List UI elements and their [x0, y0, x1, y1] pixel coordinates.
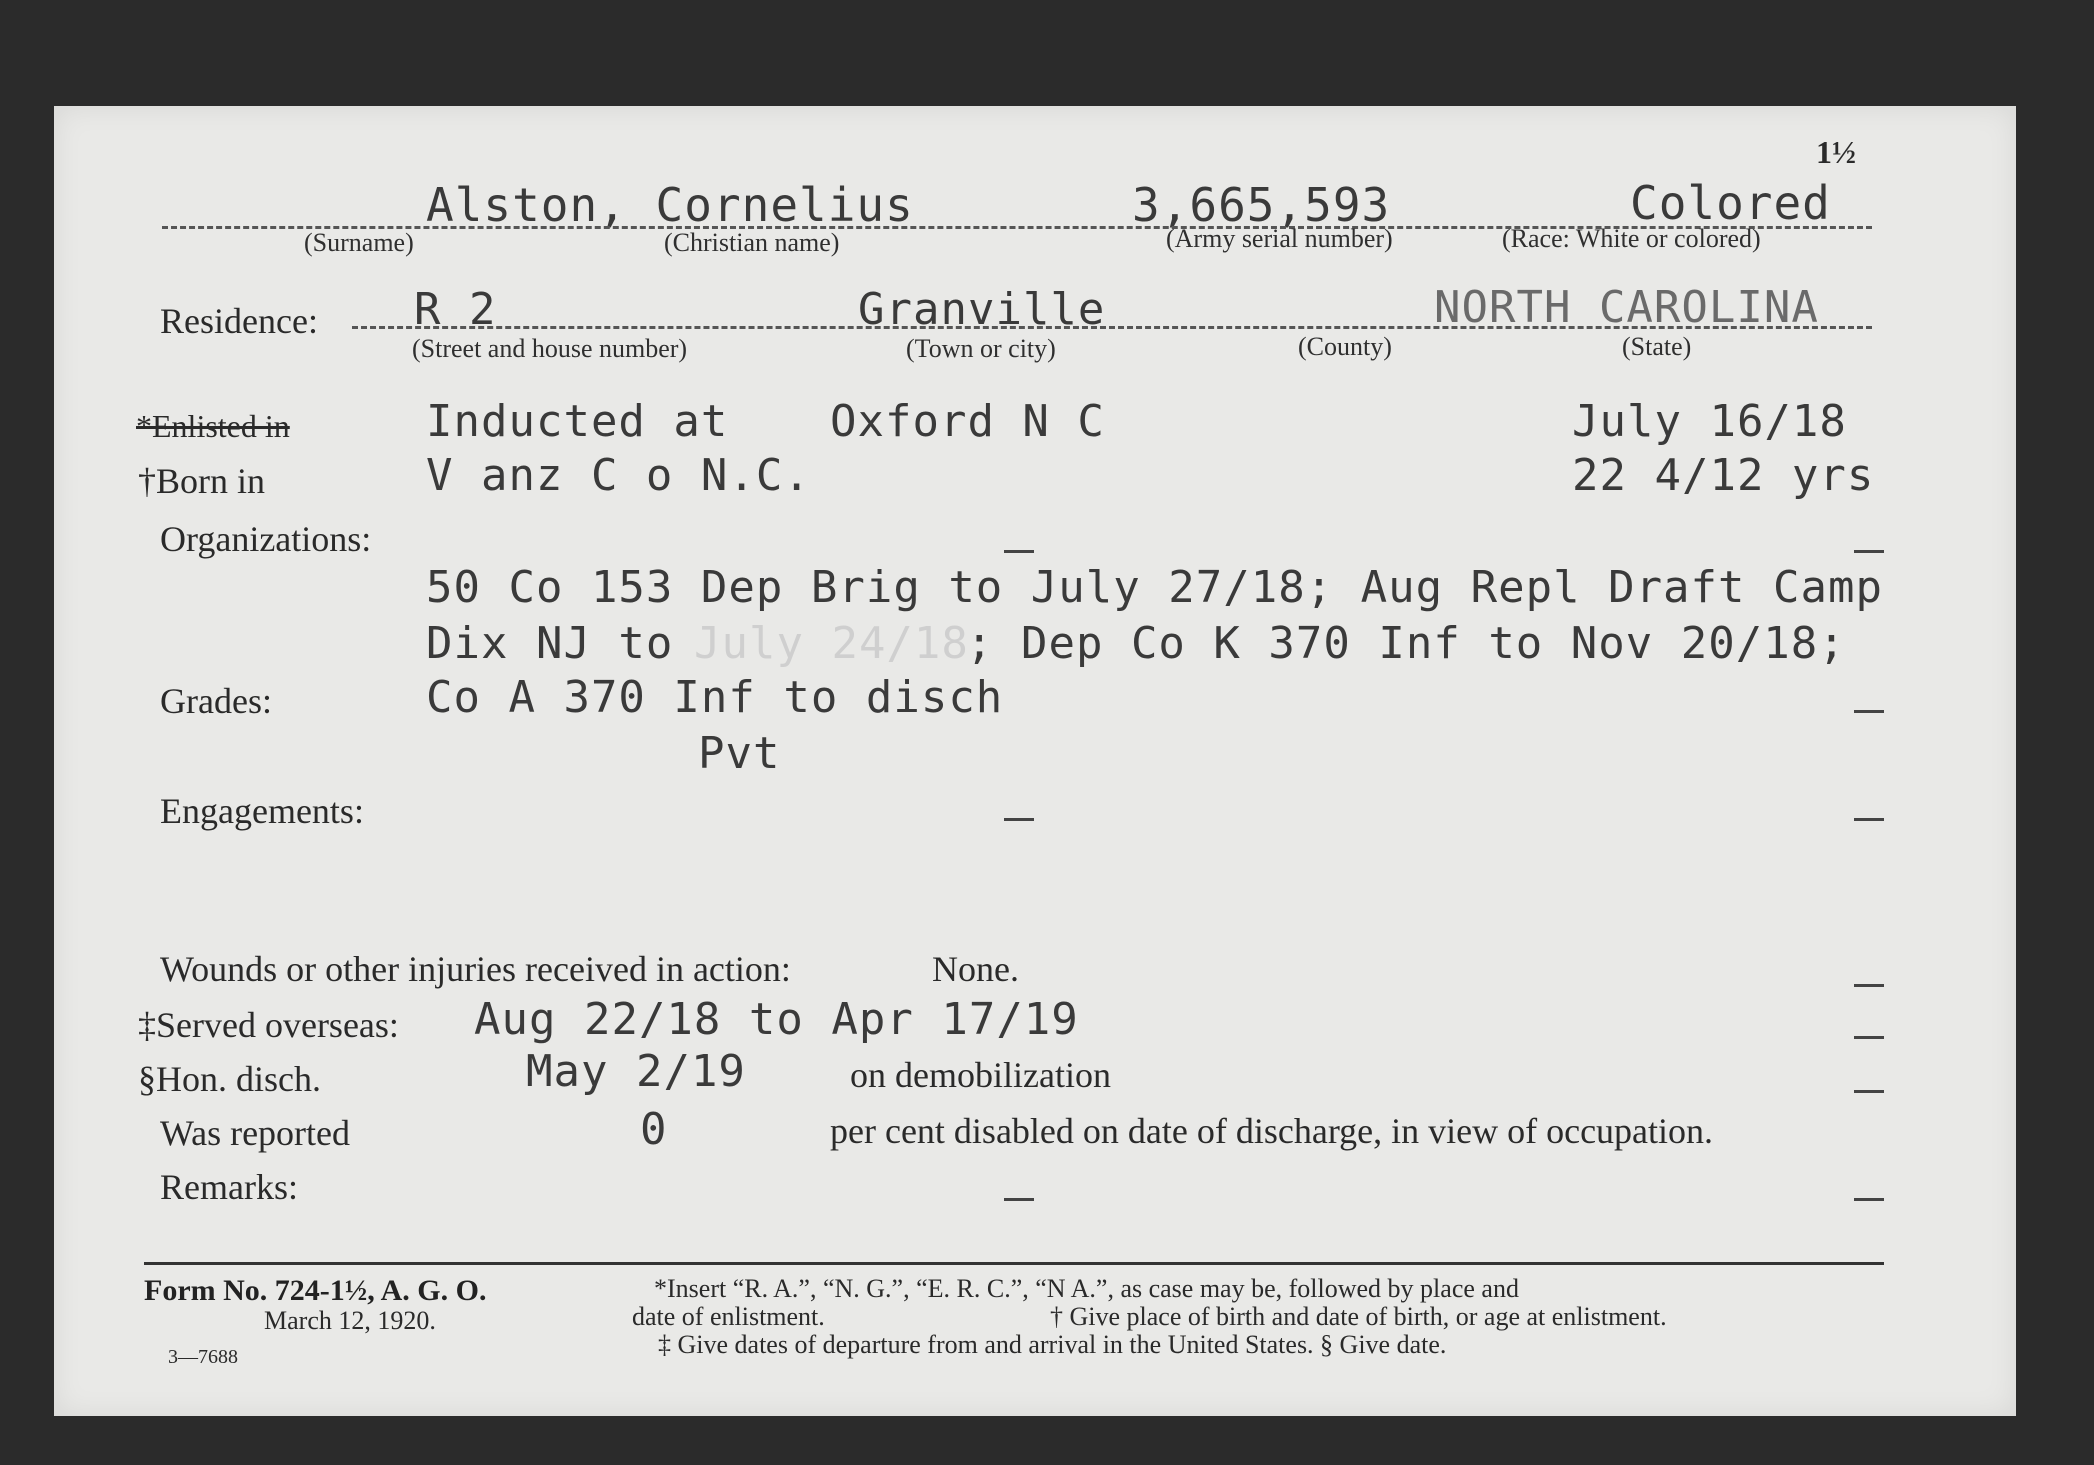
footnote-double-dagger: ‡ Give dates of departure from and arrival in the United States. § Give date.	[658, 1330, 1447, 1359]
engagements-label: Engagements:	[160, 791, 364, 831]
card-fraction: 1½	[1816, 134, 1856, 170]
wounds-value: None.	[932, 949, 1019, 989]
serial-caption: (Army serial number)	[1166, 224, 1393, 253]
race-value: Colored	[1630, 176, 1831, 230]
born-label: †Born in	[138, 461, 266, 501]
engagements-mark-mid	[1004, 818, 1034, 821]
hon-disch-text: on demobilization	[850, 1055, 1111, 1095]
born-age: 22 4/12 yrs	[1572, 450, 1875, 501]
remarks-mark-end	[1854, 1198, 1884, 1201]
grade-value: Pvt	[698, 728, 781, 779]
served-overseas-value: Aug 22/18 to Apr 17/19	[474, 994, 1079, 1045]
organizations-line-1: 50 Co 153 Dep Brig to July 27/18; Aug Repl Draft Camp	[426, 562, 1883, 613]
hon-disch-date: May 2/19	[526, 1046, 746, 1097]
born-place: V anz C o N.C.	[426, 450, 811, 501]
residence-town: Granville	[858, 284, 1106, 335]
organizations-mark-mid	[1004, 550, 1034, 553]
enlisted-text: Inducted at	[426, 396, 729, 447]
grades-label: Grades:	[160, 681, 272, 721]
served-overseas-label: ‡Served overseas:	[138, 1005, 399, 1045]
enlisted-date: July 16/18	[1572, 396, 1847, 447]
remarks-label: Remarks:	[160, 1167, 298, 1207]
record-card	[54, 106, 2016, 1416]
soldier-name: Alston, Cornelius	[426, 178, 914, 232]
street-caption: (Street and house number)	[412, 334, 688, 363]
army-serial-number: 3,665,593	[1132, 178, 1391, 232]
residence-label: Residence:	[160, 301, 318, 341]
organizations-label: Organizations:	[160, 519, 372, 559]
surname-caption: (Surname)	[304, 228, 414, 257]
state-caption: (State)	[1622, 332, 1692, 361]
grades-mark-end	[1854, 710, 1884, 713]
was-reported-label: Was reported	[160, 1113, 351, 1153]
remarks-mark-mid	[1004, 1198, 1034, 1201]
enlisted-label: *Enlisted in	[136, 408, 290, 444]
served-mark-end	[1854, 1036, 1884, 1039]
wounds-mark-end	[1854, 984, 1884, 987]
print-number: 3—7688	[168, 1346, 238, 1368]
residence-street: R 2	[414, 284, 497, 335]
organizations-line-2-faded: July 24/18	[694, 618, 969, 669]
engagements-mark-end	[1854, 818, 1884, 821]
race-caption: (Race: White or colored)	[1502, 224, 1761, 253]
wounds-label: Wounds or other injuries received in action:	[160, 949, 791, 989]
percent-disabled-value: 0	[640, 1104, 668, 1155]
organizations-mark-end	[1854, 550, 1884, 553]
residence-state: NORTH CAROLINA	[1434, 282, 1819, 333]
footnote-star-cont: date of enlistment.	[632, 1302, 825, 1331]
form-date: March 12, 1920.	[264, 1306, 436, 1335]
hon-mark-end	[1854, 1090, 1884, 1093]
footer-rule	[144, 1262, 1884, 1265]
residence-rule	[352, 326, 1872, 329]
footnote-dagger: † Give place of birth and date of birth, or age at enlistment.	[1050, 1302, 1667, 1331]
county-caption: (County)	[1298, 332, 1392, 361]
organizations-line-2-rest: ; Dep Co K 370 Inf to Nov 20/18;	[966, 618, 1846, 669]
form-number: Form No. 724-1½, A. G. O.	[144, 1274, 487, 1307]
christian-name-caption: (Christian name)	[664, 228, 840, 257]
enlisted-place: Oxford N C	[830, 396, 1105, 447]
organizations-line-3: Co A 370 Inf to disch	[426, 672, 1004, 723]
organizations-line-2: Dix NJ to	[426, 618, 674, 669]
town-caption: (Town or city)	[906, 334, 1056, 363]
percent-disabled-text: per cent disabled on date of discharge, in view of occupation.	[830, 1111, 1714, 1151]
footnote-star: *Insert “R. A.”, “N. G.”, “E. R. C.”, “N A.”, as case may be, followed by place and	[654, 1274, 1519, 1303]
hon-disch-label: §Hon. disch.	[138, 1059, 321, 1099]
